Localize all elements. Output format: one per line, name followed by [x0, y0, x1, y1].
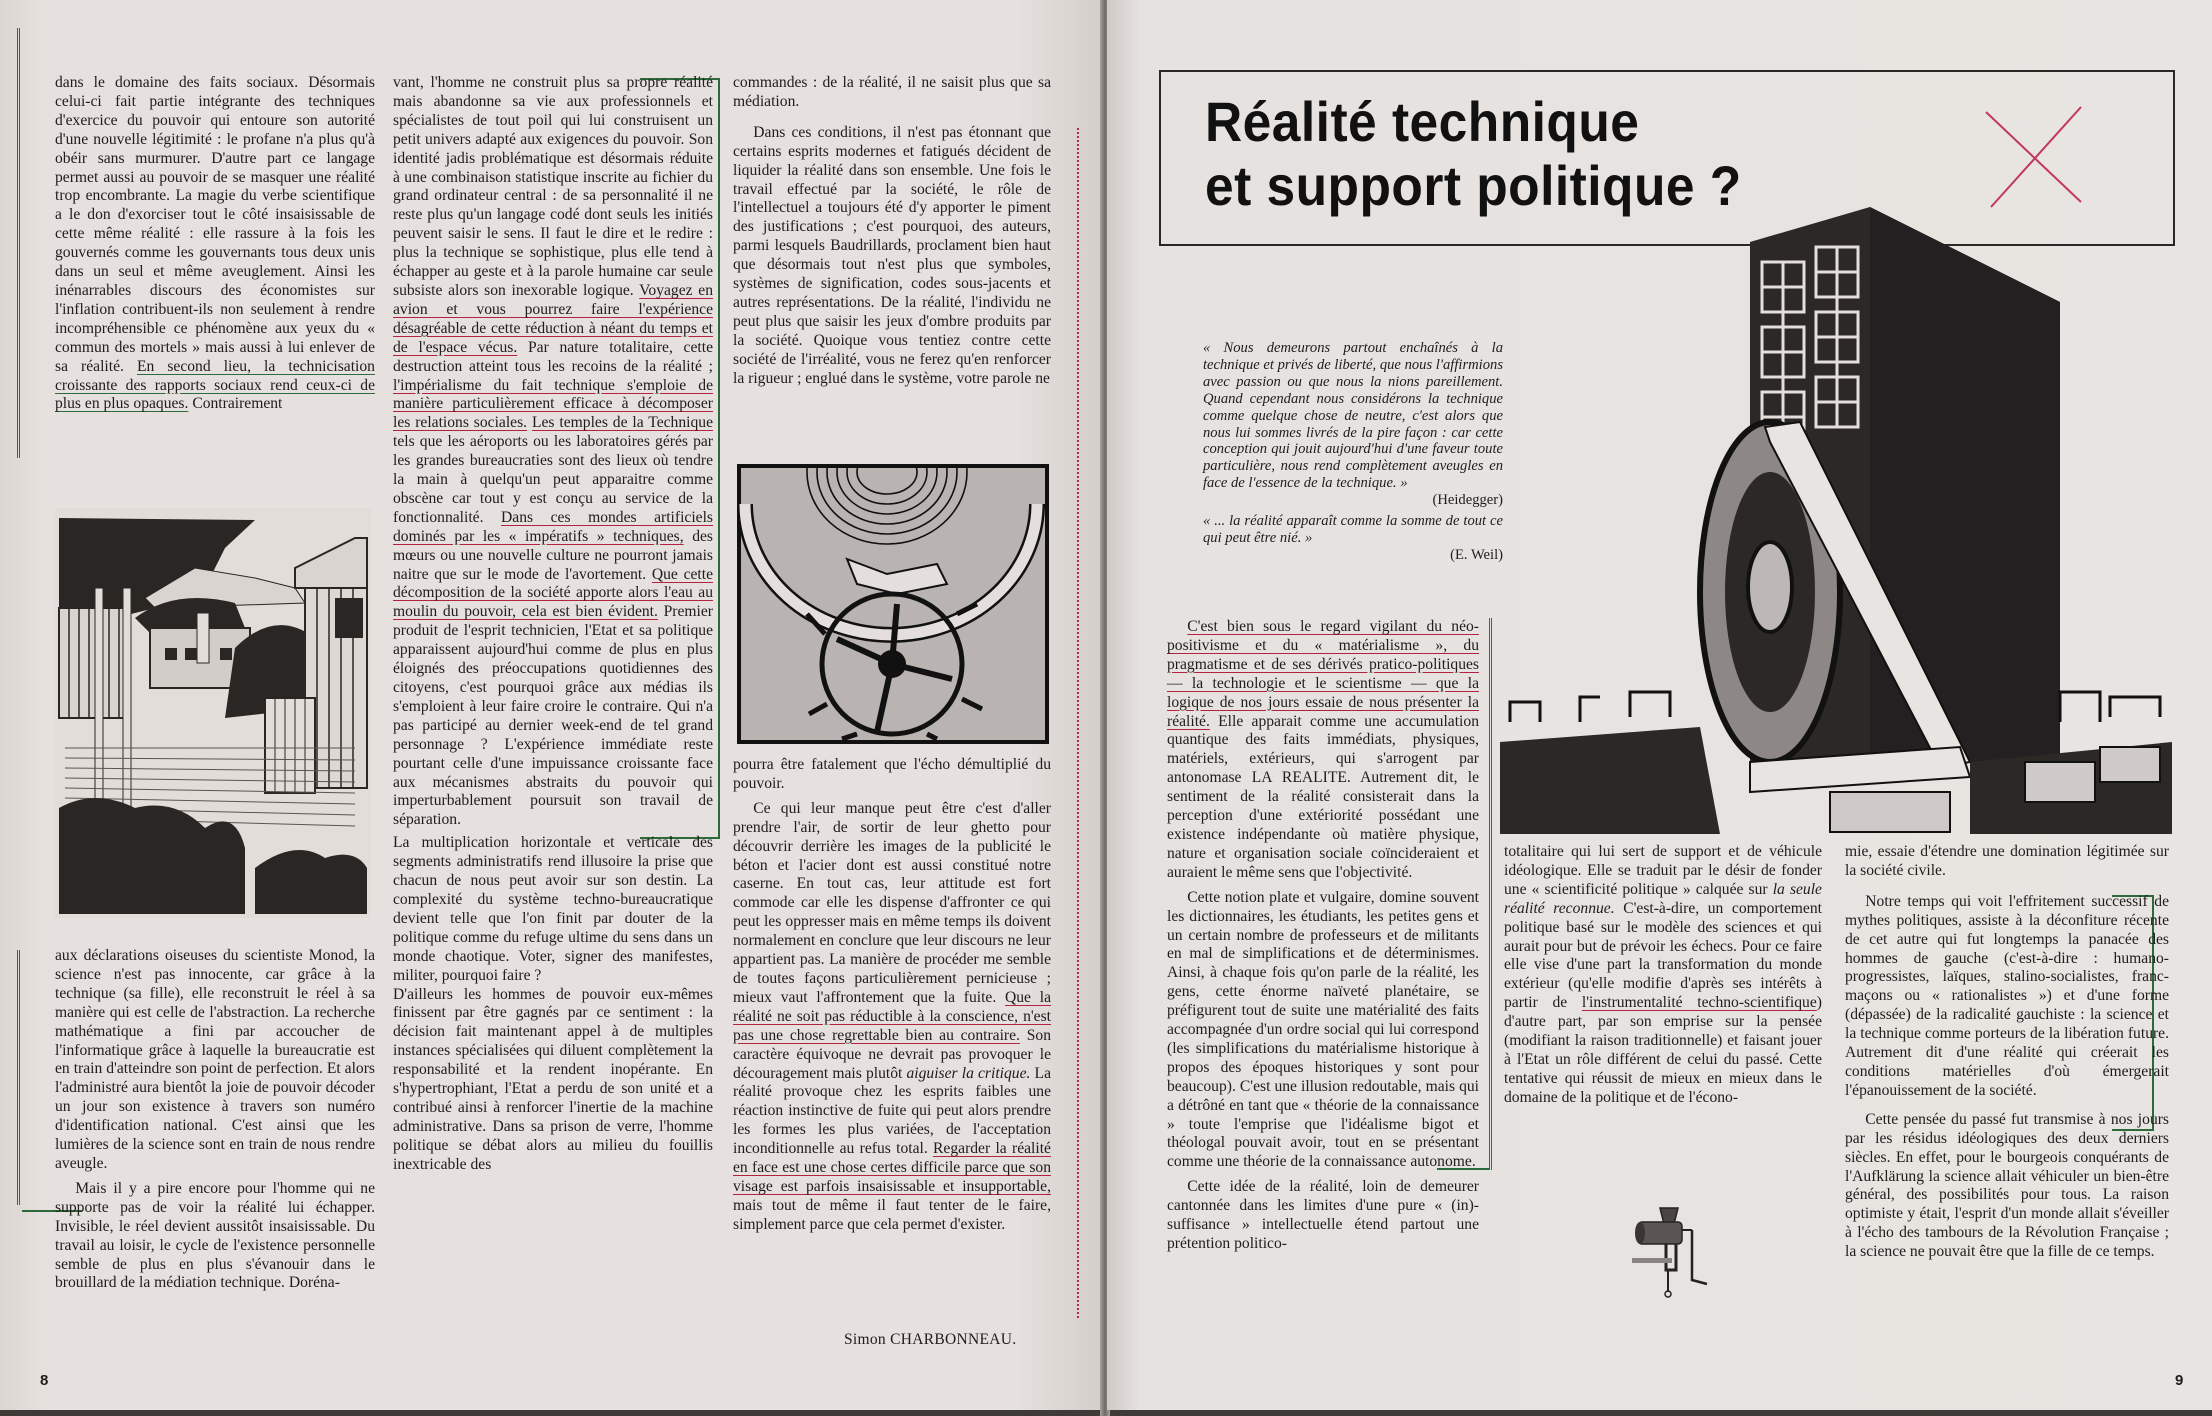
- right-col-2: [1504, 843, 1822, 1108]
- paragraph: C'est bien sous le regard vigilant du néo-positivisme et du « matérialisme », du pragmatisme et de ses dérivés pratico-politiques — la technologie et le scientisme — que la logique de nos jours essaie de nous présenter la réalité. Elle apparait comme une accumulation quantique des faits immédiats, physiques, matériels, extérieurs, qui s'arrogent par antonomase LA REALITE. Autrement dit, le sentiment de la réalité consisterait dans la perception d'une extériorité possédant une existence indépendante où matière physique, nature et organisation sociale coïncideraient et auraient le même sens que l'objectivité.: [1167, 618, 1479, 881]
- margin-mark-red: [17, 28, 20, 458]
- paragraph: dans le domaine des faits sociaux. Désormais celui-ci fait partie intégrante des techniques d'exercice du pouvoir qui entoure son autorité d'une nouvelle légitimité : le profane n'a plus qu'à obéir sans murmurer. D'autre part ce langage permet aussi au pouvoir de se masquer une réalité trop encombrante. La magie du verbe scientifique a le don d'exorciser tout le côté insaisissable de cette même réalité : elle rassure à la fois les gouvernés comme les gouvernants tous deux unis dans un seul et même aveuglement. Ainsi les inénarrables discours des économistes sur l'inflation contribuent-ils non seulement à rendre incompréhensible ce phénomène aux yeux du « commun des mortels » mais aussi à lui enlever de sa réalité. En second lieu, la technicisation croissante des rapports sociaux rend ceux-ci de plus en plus opaques. Contrairement: [55, 74, 375, 413]
- paragraph: Cette idée de la réalité, loin de demeurer cantonnée dans les limites d'une pure « (in)-suffisance » intellectuelle étend partout une prétention politico-: [1167, 1178, 1479, 1252]
- marked-passage: Dans ces mondes artificiels dominés par les « impératifs » techniques,: [393, 508, 713, 545]
- left-col-3-lower: [733, 756, 1051, 1235]
- paragraph: Dans ces conditions, il n'est pas étonnant que certains esprits modernes et fatigués décident de liquider la réalité dans son ensemble. Une fois le travail effectué par la société, le rôle de l'intellectuel a toujours été d'y apporter le piment des justifications ; c'est pourquoi, des auteurs, parmi lesquels Baudrillards, proclament bien haut que désormais tout n'est plus que symboles, systèmes de signification, codes sous-jacents et autres représentations. De la réalité, l'individu ne peut plus que saisir les jeux d'ombre produits par la société. Quoique vous tentiez contre cette société de l'irréalité, vous ne ferez qu'en renforcer la rigueur ; englué dans le système, votre parole ne: [733, 123, 1051, 387]
- page-number: 8: [40, 1372, 49, 1389]
- paragraph: Mais il y a pire encore pour l'homme qui ne supporte pas de voir la réalité lui échapper. Invisible, le réel devient aussitôt insaisissable. Du travail au loisir, le cycle de l'existence personnelle semble de plus en plus s'évanouir dans le brouillard de la médiation technique. Doréna-: [55, 1179, 375, 1292]
- cross-mark-icon: [1981, 102, 2091, 212]
- author-signature: Simon CHARBONNEAU.: [844, 1331, 1017, 1348]
- margin-mark-red: [1489, 618, 1492, 1170]
- quote-weil: « ... la réalité apparaît comme la somme de tout ce qui peut être nié. »: [1203, 513, 1503, 546]
- left-col-1: [55, 74, 375, 414]
- paragraph: La multiplication horizontale et verticale des segments administratifs rend illusoire la prise que chacun de nous peut avoir sur son destin. La complexité du système techno-bureaucratique devient telle que l'on finit par douter de la politique comme du refuge ultime du sens dans un monde chaotique. Voter, signer des manifestes, militer, pourquoi faire ?: [393, 834, 713, 984]
- marked-passage: l'impérialisme du fait technique s'emploie de manière particulièrement efficace à décomposer les relations sociales.: [393, 376, 713, 432]
- paragraph: mie, essaie d'étendre une domination légitimée sur la société civile.: [1845, 843, 2169, 879]
- right-col-3: [1845, 843, 2169, 1262]
- paragraph: D'ailleurs les hommes de pouvoir eux-mêmes finissent par être gagnés par ce sentiment : la décision fait maintenant appel à de multiples instances spécialisées qui diluent complètement la responsabilité et la rendent inopérante. En s'hypertrophiant, l'Etat a perdu de son unité et a contribué ainsi à renforcer l'inertie de la machine administrative. Dans sa prison de verre, l'homme politique se débat alors au milieu du fouillis inextricable des: [393, 985, 713, 1173]
- right-page: [1107, 0, 2212, 1410]
- clock-escapement-drawing: [737, 464, 1049, 744]
- marked-passage: Que cette décomposition de la société apporte alors l'eau au moulin du pouvoir, cela est bien évident.: [393, 565, 713, 621]
- marked-passage: C'est bien sous le regard vigilant du néo-positivisme et du « matérialisme », du pragmatisme et de ses dérivés pratico-politiques — la technologie et le scientisme — que la logique de nos jours essaie de nous présenter la réalité.: [1167, 618, 1479, 730]
- wavy-mark-red: [1077, 128, 1079, 1318]
- paragraph: Cette notion plate et vulgaire, domine souvent les dictionnaires, les étudiants, les petites gens et un certain nombre de professeurs et de militants en mal de simplifications et de déterminismes. Ainsi, à chaque fois qu'on parle de la réalité, les gens, cette énorme naïveté planétaire, se préfigurent tout de suite une matérialité des faits accompagnée d'un ordre social qui lui correspond (les simplifications du matérialisme historique à propos des époques historiques y sont pour beaucoup). C'est une illusion redoutable, mais qui a détrôné en tant que « théorie de la connaissance » toute l'emprise que l'idéalisme bigot et théologal pouvait avoir, tout en se présentant comme une théorie de la connaissance autonome.: [1167, 888, 1479, 1171]
- page-number: 9: [2175, 1372, 2184, 1389]
- paragraph: Notre temps qui voit l'effritement successif de mythes politiques, assiste à la déconfiture récente de cet autre qui fut longtemps la panacée des hommes de gauche (c'est-à-dire : humano-progressistes, laïques, stalino-socialistes, franc-maçons ou « rationalistes ») et d'une forme (dépassée) de la radicalité gauchiste : la science et la technique comme porteurs de la libération future. Autrement dit d'une réalité qui créerait les conditions matérielles d'où émergerait l'épanouissement de la société.: [1845, 892, 2169, 1099]
- paragraph: Cette pensée du passé fut transmise à nos jours par les résidus idéologiques des deux derniers siècles. En effet, pour le bourgeois conquérants de l'Aufklärung la science allait véhiculer un bien-être général, des possibilités pour tous. La raison optimiste y était, l'esprit d'un monde allait s'éveiller à l'écho des tambours de la Révolution Française ; la science ne pouvait être que la fille de ce temps.: [1845, 1110, 2169, 1261]
- margin-mark-red: [17, 950, 20, 1205]
- house-engraving: [55, 508, 371, 918]
- right-col-1: [1167, 618, 1479, 1254]
- left-col-2: [393, 74, 713, 1175]
- quote-source: (Heidegger): [1432, 492, 1503, 509]
- epigraph: [1203, 340, 1503, 564]
- marked-passage: En second lieu, la technicisation croissante des rapports sociaux rend ceux-ci de plus en plus opaques.: [55, 357, 375, 413]
- marked-passage: l'instrumentalité techno-scientifique: [1581, 994, 1817, 1012]
- quote-source: (E. Weil): [1450, 546, 1503, 563]
- article-title: Réalité technique et support politique ?: [1205, 90, 1742, 217]
- tower-with-wheel-illustration: [1500, 202, 2172, 834]
- left-page: [0, 0, 1103, 1410]
- left-col-1-lower: [55, 947, 375, 1293]
- meat-grinder-drawing: [1632, 1200, 1712, 1300]
- marked-passage: Les temples de la Technique: [531, 414, 713, 432]
- paragraph: totalitaire qui lui sert de support et de véhicule idéologique. Elle se traduit par le désir de fonder une « scientificité politique » calquée sur la seule réalité reconnue. C'est-à-dire, un comportement politique basé sur le modèle des sciences et qui aurait pour but de prévoir les échecs. Pour ce faire elle vise d'une part la transformation du monde extérieur (qu'elle modifie d'après ses intérêts à partir de l'instrumentalité techno-scientifique) d'autre part, par son emprise sur la pensée (modifiant la raison traditionnelle) et faisant jouer à l'Etat un rôle différent de celui du passé. Cette tentative qui réussit de mieux en mieux dans le domaine de la politique et de l'écono-: [1504, 843, 1822, 1106]
- paragraph: vant, l'homme ne construit plus sa propre réalité mais abandonne sa vie aux professionnels et spécialistes de tout poil qui lui construisent un petit univers adapté aux exigences du pouvoir. Son identité jadis problématique est désormais réduite à une combinaison statistique inscrite au fichier du grand ordinateur central : de sa personnalité il ne reste plus qu'un langage codé dont seuls les initiés peuvent saisir le sens. Il faut le dire et le redire : plus la technique se sophistique, plus elle tend à échapper au geste et à la parole humaine car seule subsiste alors son inexorable logique. Voyagez en avion et vous pourrez faire l'expérience désagréable de cette réduction à néant du temps et de l'espace vécus. Par nature totalitaire, cette destruction atteint tous les recoins de la réalité ; l'impérialisme du fait technique s'emploie de manière particulièrement efficace à décomposer les relations sociales. Les temples de la Technique tels que les aéroports ou les laboratoires gérés par les grandes bureaucraties sont des lieux où tendre la main à quelqu'un peut apparaitre comme obscène car tout y est conçu au service de la fonctionnalité. Dans ces mondes artificiels dominés par les « impératifs » techniques, des mœurs ou une nouvelle culture ne pourront jamais naitre que sur le mode de l'avortement. Que cette décomposition de la société apporte alors l'eau au moulin du pouvoir, cela est bien évident. Premier produit de l'esprit technicien, l'Etat et sa politique apparaissent aujourd'hui comme de plus en plus éloignés des préoccupations quotidiennes des citoyens, c'est pourquoi grâce aux médias ils s'emploient à leur faire croire le contraire. Qui n'a pas participé au dernier week-end de tel grand personnage ? L'expérience immédiate reste pourtant celle d'une impuissance croissante face aux mécanismes abstraits du pouvoir qui imperturbablement poursuit son travail de séparation.: [393, 74, 713, 829]
- paragraph: commandes : de la réalité, il ne saisit plus que sa médiation.: [733, 74, 1051, 110]
- marked-passage: Que la réalité ne soit pas réductible à la conscience, n'est pas une chose regrettable bien au contraire.: [733, 988, 1051, 1044]
- quote-heidegger: « Nous demeurons partout enchaînés à la technique et privés de liberté, que nous l'affirmions avec passion ou que nous la nions pareillement. Quand cependant nous considérons la technique comme quelque chose de neutre, c'est alors que nous lui sommes livrés de la pire façon : car cette conception qui jouit aujourd'hui d'une faveur toute particulière, nous rend complètement aveugles en face de l'essence de la technique. »: [1203, 340, 1503, 492]
- paragraph: aux déclarations oiseuses du scientiste Monod, la science n'est pas innocente, car grâce à la technique (sa fille), elle reconstruit le réel à sa manière qui est celle de l'abstraction. La recherche mathématique a fini par accoucher de l'informatique grâce à laquelle la bureaucratie est en train d'atteindre son point de perfection. Et alors l'administré aura bientôt la joie de pouvoir décoder un jour son existence à travers son numéro d'identification national. C'est ainsi que les lumières de la science sont en train de nous rendre aveugle.: [55, 947, 375, 1172]
- paragraph: pourra être fatalement que l'écho démultiplié du pouvoir.: [733, 756, 1051, 792]
- marked-passage: Regarder la réalité en face est une chose certes difficile parce que son visage est parfois insaisissable et insupportable,: [733, 1140, 1051, 1195]
- paragraph: Ce qui leur manque peut être c'est d'aller prendre l'air, de sortir de leur ghetto pour découvrir derrière les images de la publicité le béton et l'acier dont est aussi constitué notre caserne. En tout cas, leur attitude est fort commode car elle les dispense d'affronter ce qui peut les oppresser mais en même temps ils doivent normalement en conclure que leur discours ne leur appartient pas. La manière de procéder me semble de toutes façons particulièrement pernicieuse ; mieux vaut l'affrontement que la fuite. Que la réalité ne soit pas réductible à la conscience, n'est pas une chose regrettable bien au contraire. Son caractère équivoque ne devrait pas provoquer le découragement mais plutôt aiguiser la critique. La réalité provoque chez les esprits faibles une réaction instinctive de fuite qui peut alors prendre les formes les plus variées, de l'acceptation inconditionnelle au refus total. Regarder la réalité en face est une chose certes difficile parce que son visage est parfois insaisissable et insupportable, mais tout de même il faut tenter de le faire, simplement parce que cela permet d'exister.: [733, 799, 1052, 1233]
- marked-passage: Voyagez en avion et vous pourrez faire l'expérience désagréable de cette réduction à néant du temps et de l'espace vécus.: [393, 281, 713, 356]
- left-col-3: [733, 74, 1051, 389]
